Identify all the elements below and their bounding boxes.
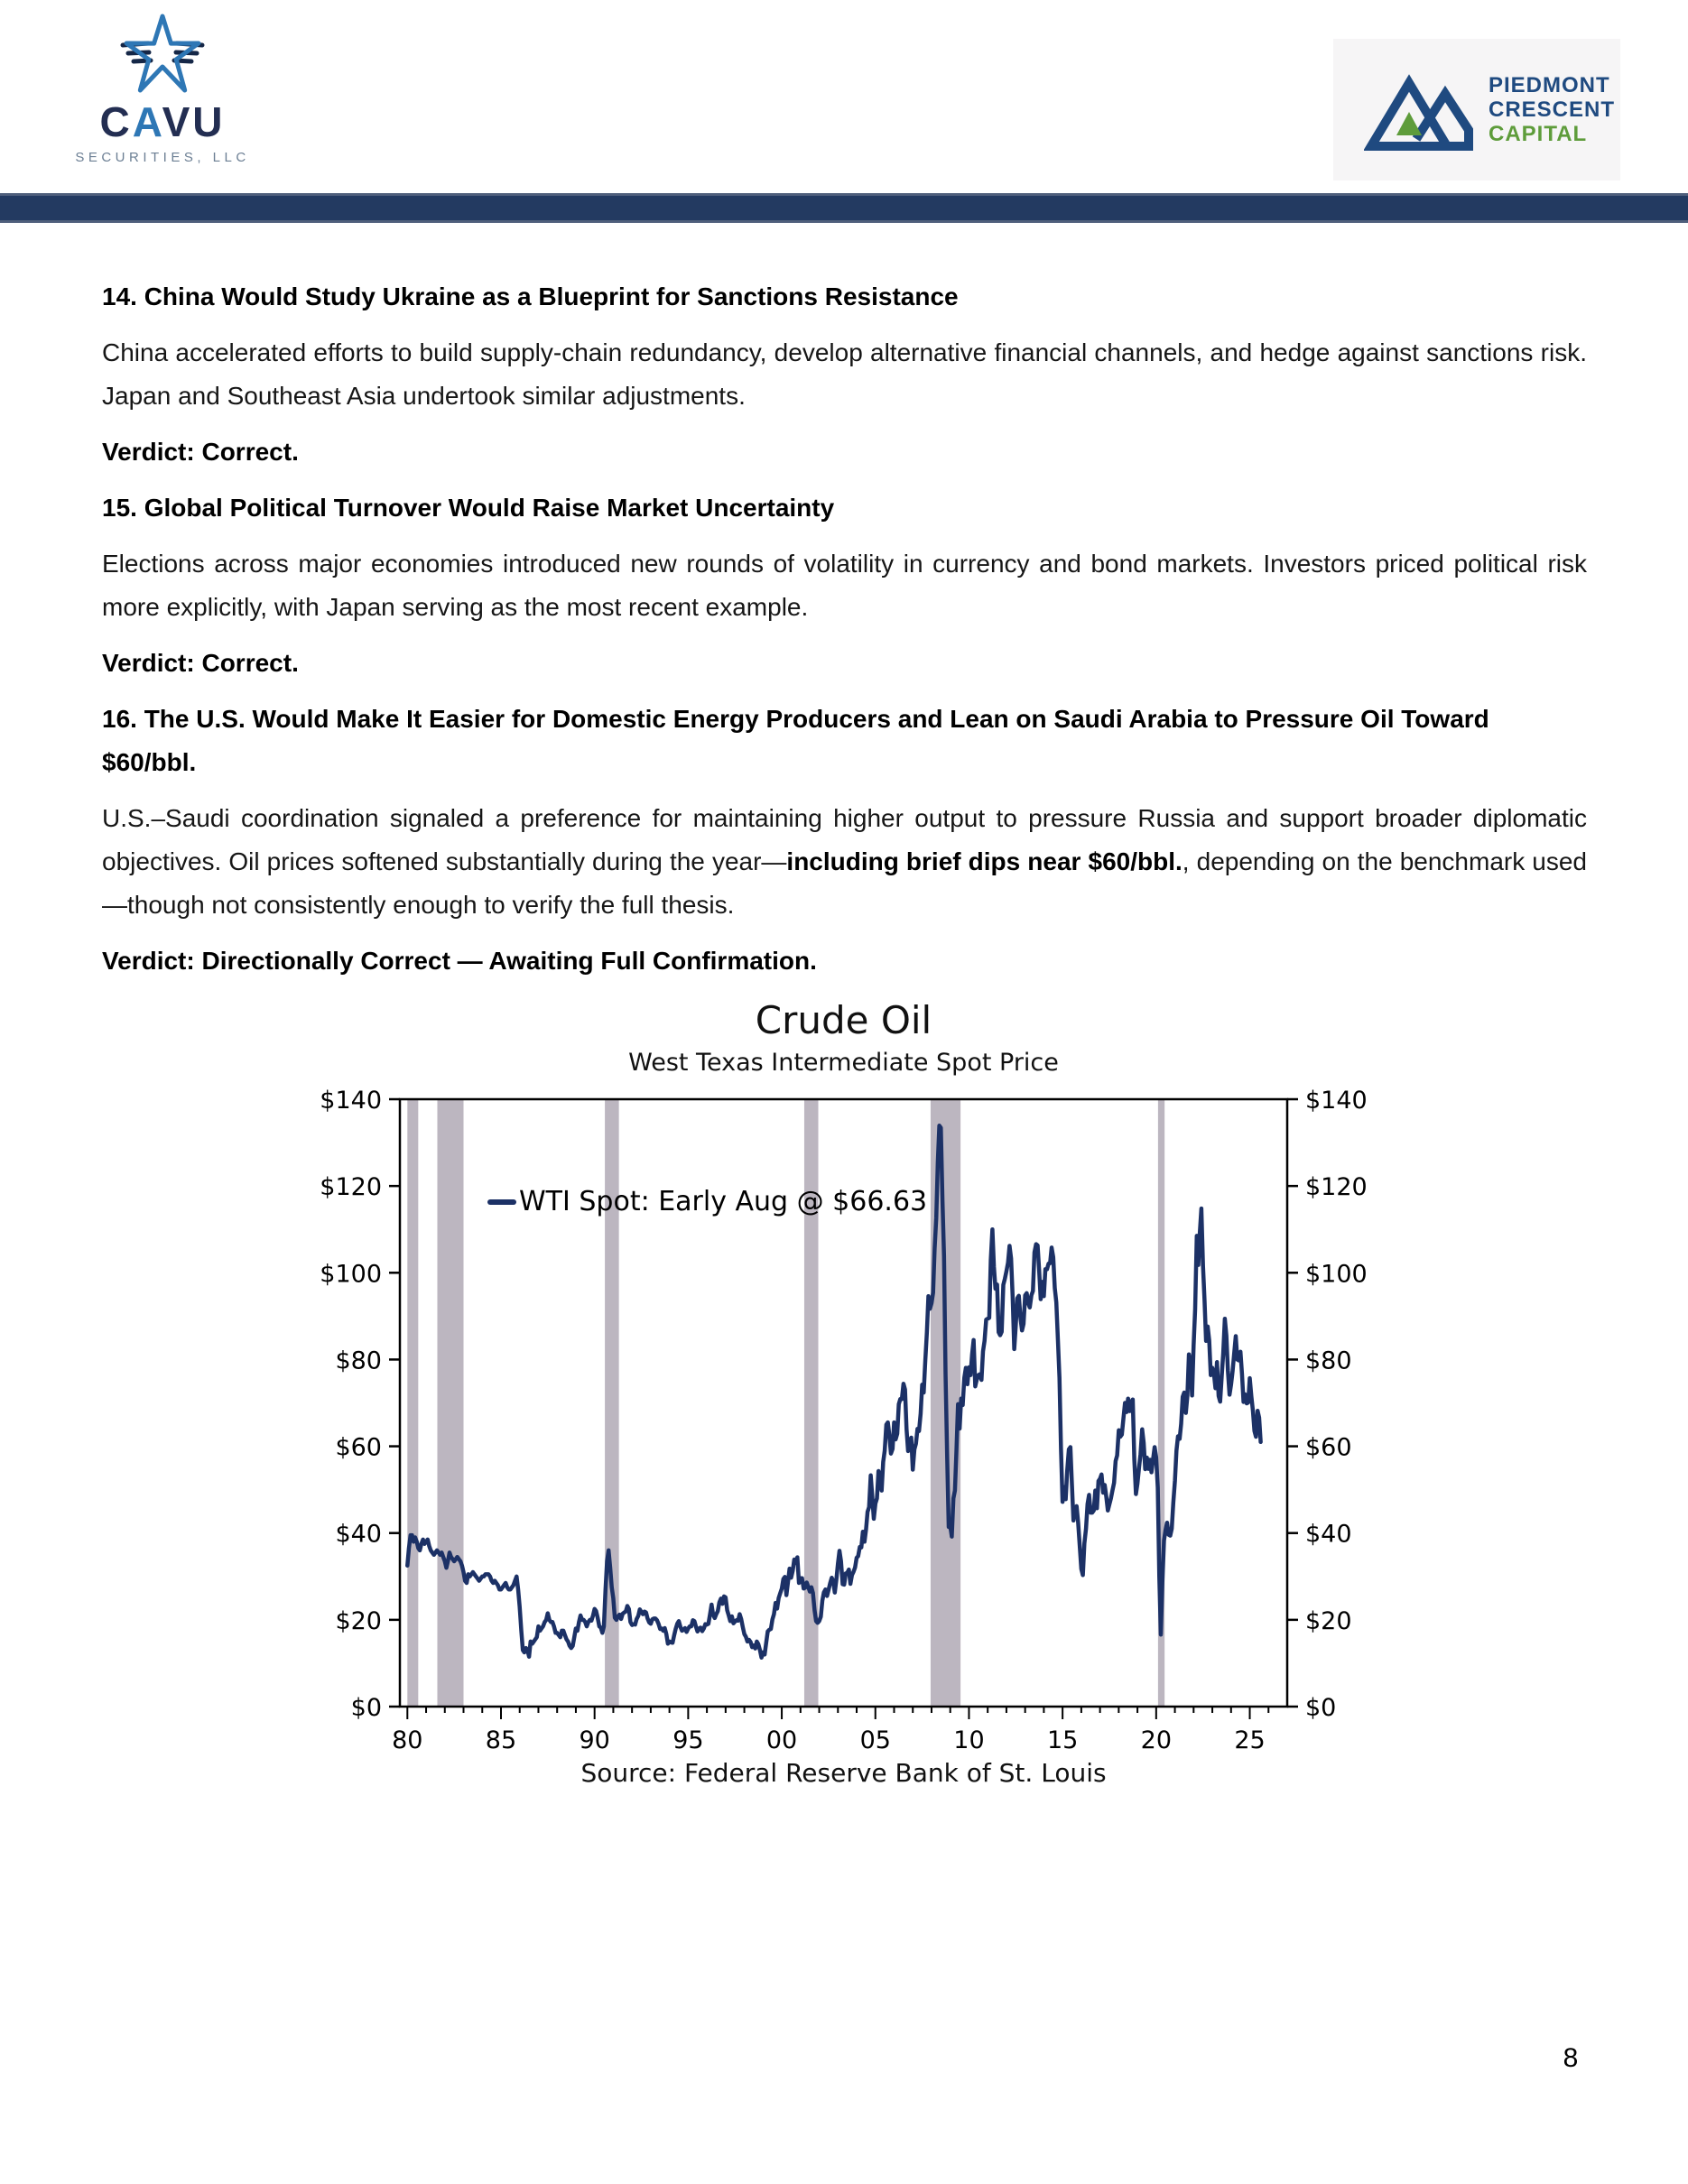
chart-legend: [487, 1186, 927, 1217]
y-axis-label-left: $140: [320, 1087, 382, 1115]
pcc-line-piedmont: PIEDMONT: [1489, 73, 1610, 97]
cavu-letter: U: [192, 98, 226, 145]
section-16-body-post: , depending on the benchmark used—though not consistently enough to verify the full thesis.: [102, 847, 1588, 919]
x-axis-label: 85: [485, 1726, 517, 1754]
x-axis-label: 10: [953, 1726, 985, 1754]
y-axis-label-right: $40: [1305, 1520, 1352, 1549]
y-axis-label-right: $100: [1305, 1260, 1368, 1289]
section-14-body: China accelerated efforts to build supply-chain redundancy, develop alternative financial channels, and hedge against sanctions risk. Japan and Southeast Asia undertook similar adjustments.: [102, 338, 1587, 410]
y-axis-label-left: $60: [335, 1433, 382, 1462]
section-14-heading: 14. China Would Study Ukraine as a Blueprint for Sanctions Resistance: [102, 282, 959, 310]
x-axis-label: 80: [392, 1726, 423, 1754]
x-axis-label: 20: [1140, 1726, 1173, 1754]
cavu-securities-logo: [54, 11, 271, 165]
x-axis-label: 95: [672, 1726, 704, 1754]
x-axis-label: 25: [1234, 1726, 1266, 1754]
x-axis-label: 15: [1046, 1726, 1079, 1754]
crude-oil-chart: [0, 993, 1688, 1805]
body-content: [102, 275, 1587, 983]
x-axis-label: 00: [765, 1726, 798, 1754]
header-divider-bar: [0, 193, 1688, 223]
y-axis-label-right: $80: [1305, 1346, 1352, 1375]
section-15-heading: 15. Global Political Turnover Would Raise Market Uncertainty: [102, 494, 835, 522]
legend-line-swatch: [487, 1199, 516, 1205]
piedmont-wordmark: [1489, 73, 1615, 146]
section-15-body: Elections across major economies introduced new rounds of volatility in currency and bond markets. Investors priced political risk more explicitly, with Japan serving as the most recent example.: [102, 550, 1587, 621]
cavu-letter: C: [99, 98, 133, 145]
section-16-body-bold: including brief dips near $60/bbl.: [786, 847, 1183, 875]
y-axis-label-right: $20: [1305, 1606, 1352, 1635]
y-axis-label-left: $80: [335, 1346, 382, 1375]
star-outline: [126, 16, 199, 90]
mountain-icon: [1364, 69, 1481, 152]
section-16-body-pre: U.S.–Saudi coordination signaled a preference for maintaining higher output to pressure Russia and support broader diplomatic objectives. Oil prices softened substantially during the year—: [102, 804, 1587, 875]
x-axis-label: 05: [859, 1726, 891, 1754]
legend-label: WTI Spot: Early Aug @ $66.63: [519, 1186, 928, 1217]
cavu-letter: V: [162, 98, 193, 145]
y-axis-label-right: $140: [1305, 1087, 1368, 1115]
section-16-heading: 16. The U.S. Would Make It Easier for Domestic Energy Producers and Lean on Saudi Arabia to Pressure Oil Toward $60/bbl.: [102, 705, 1489, 776]
y-axis-label-right: $0: [1305, 1694, 1337, 1722]
chart-subtitle: West Texas Intermediate Spot Price: [628, 1049, 1059, 1077]
section-16-body: [102, 797, 1587, 927]
green-triangle: [1396, 112, 1422, 135]
y-axis-label-left: $0: [350, 1694, 382, 1722]
y-axis-label-left: $40: [335, 1520, 382, 1549]
section-14-verdict: Verdict: Correct.: [102, 438, 299, 466]
pcc-line-capital: CAPITAL: [1489, 122, 1588, 146]
recession-band: [407, 1099, 418, 1707]
y-axis-label-right: $60: [1305, 1433, 1352, 1462]
cavu-wordmark: [54, 99, 271, 144]
chart-source: Source: Federal Reserve Bank of St. Louis: [580, 1758, 1107, 1788]
cavu-letter: A: [132, 98, 162, 145]
y-axis-label-left: $100: [320, 1260, 382, 1289]
cavu-subtitle: SECURITIES, LLC: [75, 150, 250, 165]
y-axis-label-left: $20: [335, 1606, 382, 1635]
recession-band: [437, 1099, 463, 1707]
y-axis-label-left: $120: [320, 1173, 382, 1202]
piedmont-crescent-logo: [1333, 39, 1620, 180]
chart-title: Crude Oil: [755, 998, 932, 1042]
section-16-verdict: Verdict: Directionally Correct — Awaiting Full Confirmation.: [102, 947, 817, 975]
x-axis-label: 90: [579, 1726, 610, 1754]
page-number: 8: [1563, 2043, 1579, 2073]
section-15-verdict: Verdict: Correct.: [102, 649, 299, 677]
y-axis-label-right: $120: [1305, 1173, 1368, 1202]
pcc-line-crescent: CRESCENT: [1489, 97, 1616, 122]
cavu-star-icon: [108, 11, 217, 97]
